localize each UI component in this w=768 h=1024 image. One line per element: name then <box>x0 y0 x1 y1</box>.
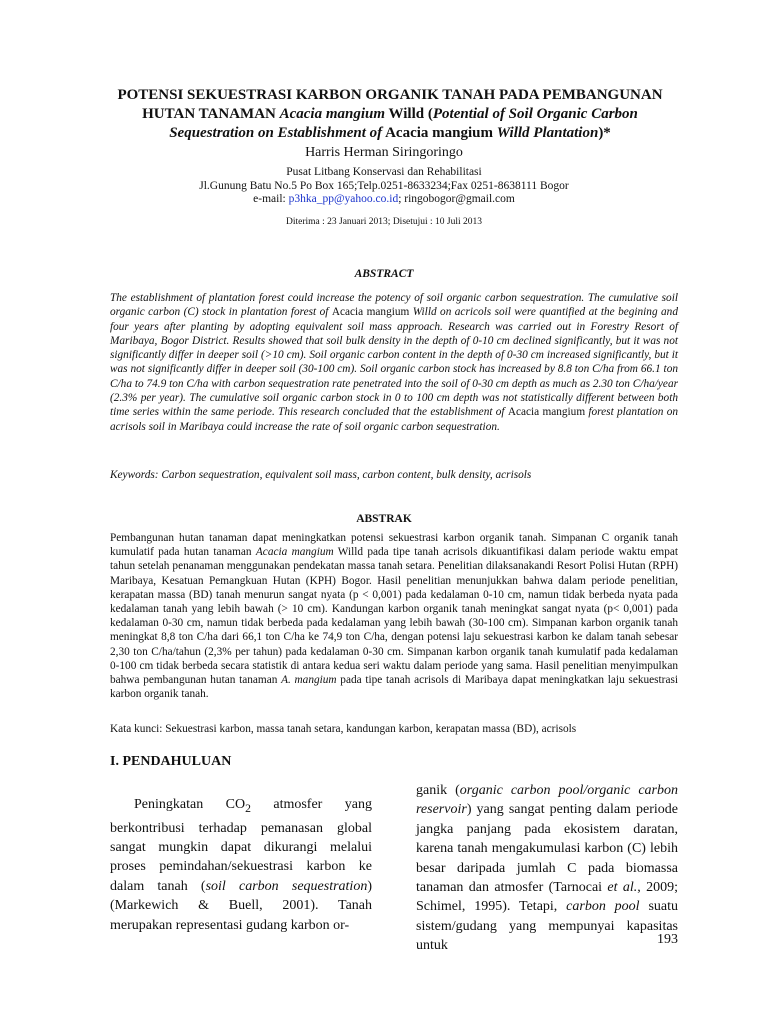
abstract-text-2: Willd on acricols soil were quantified at the begining and four years after planting by adopting equivalent soil mass approach. Research was carried out in Forestry Resort of Maribaya, Bogor District. Results showed that soil bulk density in the depth of 0-10 cm declined significantly, but it was not significantly differ in deeper soil (>10 cm). Soil organic carbon content in the depth of 0-30 cm increased significantly, but it was not significantly differ in deeper soil (30-100 cm). Soil organic carbon stock has increased by 8.8 ton C/ha from 66.1 ton C/ha to 74.9 ton C/ha with carbon sequestration rate penetrated into the soil of 0-30 cm depth as much as 2.30 ton C/ha/year (2.3% per year). The cumulative soil organic carbon stock in 0 to 100 cm depth was not statistically different between both time series within the same periode. This research concluded that the establishment of <box>110 306 678 419</box>
intro-left-text-2: atmosfer yang berkontribusi terhadap pemanasan global sangat mungkin dapat dikurangi melalui proses pemindahan/sekuestrasi karbon ke dalam tanah ( <box>110 797 372 894</box>
intro-right-italic-2: et al. <box>607 880 638 896</box>
intro-right-column <box>416 781 678 956</box>
institution: Pusat Litbang Konservasi dan Rehabilitasi <box>286 166 482 178</box>
abstract-text-1: The establishment of plantation forest could increase the potency of soil organic carbon sequestration. The cumulative soil organic carbon (C) stock in plantation forest of <box>110 292 678 319</box>
page-number: 193 <box>657 932 678 947</box>
title-english-1: Potential of Soil Organic Carbon Sequestration on Establishment of <box>169 106 638 141</box>
title-english-2: Willd Plantation <box>496 125 599 141</box>
received-accepted-dates: Diterima : 23 Januari 2013; Disetujui : 10 Juli 2013 <box>285 217 483 227</box>
intro-right-text-4: suatu sistem/gudang yang mempunyai kapasitas untuk <box>416 899 678 954</box>
intro-right-text-2: ) yang sangat penting dalam periode jangka panjang pada ekosistem daratan, karena tanah mengakumulasi karbon (C) lebih besar daripada jumlah C pada biomassa tanaman dan atmosfer (Tarnocai <box>416 802 678 896</box>
title-text: POTENSI SEKUESTRASI KARBON ORGANIK TANAH PADA PEMBANGUNAN HUTAN TANAMAN <box>117 87 663 122</box>
intro-left-italic: soil carbon sequestration <box>205 878 368 894</box>
abstract-species-2: Acacia mangium <box>507 406 586 419</box>
author-name: Harris Herman Siringoringo <box>305 145 463 160</box>
abstract-heading: ABSTRACT <box>354 268 414 280</box>
email-rest: ; ringobogor@gmail.com <box>398 193 515 205</box>
abstrak-body <box>110 531 678 701</box>
title-species: Acacia mangium <box>279 106 386 122</box>
abstrak-heading: ABSTRAK <box>356 513 412 525</box>
intro-right-italic-1: organic carbon pool/organic carbon reservoir <box>416 783 678 818</box>
abstract-body <box>110 291 678 434</box>
email-link[interactable]: p3hka_pp@yahoo.co.id <box>288 193 399 205</box>
abstrak-text-3: pada tipe tanah acrisols di Maribaya dapat meningkatkan laju sekuestrasi karbon organik tanah. <box>110 674 678 701</box>
intro-left-text-1: Peningkatan CO <box>134 797 246 813</box>
affiliation <box>0 166 768 207</box>
title-text-3: )* <box>598 125 611 141</box>
keywords: Keywords: Carbon sequestration, equivalent soil mass, carbon content, bulk density, acrisols <box>110 469 532 481</box>
abstract-species-1: Acacia mangium <box>331 306 410 319</box>
intro-left-column <box>110 752 372 935</box>
co2-subscript: 2 <box>245 802 251 816</box>
kata-kunci: Kata kunci: Sekuestrasi karbon, massa tanah setara, kandungan karbon, kerapatan massa (BD), acrisols <box>110 723 577 735</box>
title-species-2: Acacia mangium <box>382 125 497 141</box>
abstrak-species-1: Acacia mangium <box>255 546 334 559</box>
abstrak-text-1: Pembangunan hutan tanaman dapat meningkatkan potensi sekuestrasi karbon organik tanah. Simpanan C organik tanah kumulatif pada hutan tanaman <box>110 532 678 559</box>
intro-paragraph-right <box>416 781 678 956</box>
address: Jl.Gunung Batu No.5 Po Box 165;Telp.0251-8633234;Fax 0251-8638111 Bogor <box>199 179 569 192</box>
title-text-2: Willd ( <box>385 106 433 122</box>
section-heading: I. PENDAHULUAN <box>110 754 232 769</box>
abstrak-species-2: A. mangium <box>281 674 337 687</box>
email-label: e-mail: <box>253 193 289 205</box>
paper-title <box>100 86 680 143</box>
intro-right-text-3: , 2009; Schimel, 1995). Tetapi, <box>416 880 678 915</box>
abstract-text-3: forest plantation on acrisols soil in Maribaya could increase the rate of soil organic carbon sequestration. <box>110 406 678 433</box>
email-line <box>0 193 768 207</box>
intro-right-italic-3: carbon pool <box>566 899 640 915</box>
intro-right-text-1: ganik ( <box>416 783 460 798</box>
intro-paragraph-left <box>110 795 372 935</box>
intro-left-text-3: ) (Markewich & Buell, 2001). Tanah merupakan representasi gudang karbon or- <box>110 878 372 933</box>
abstrak-text-2: Willd pada tipe tanah acrisols dikuantifikasi dalam periode waktu empat tahun setelah penanaman menggunakan pendekatan massa tanah setara. Penelitian dilaksanakandi Resort Polisi Hutan (RPH) Maribaya, Kesatuan Pemangkuan Hutan (KPH) Bogor. Hasil penelitian menunjukkan bahwa dalam periode penelitian, kerapatan massa (BD) tanah menurun sangat nyata (p < 0,001) pada kedalaman 0-10 cm, namun tidak berbeda nyata pada kedalaman tanah yang lebih bawah (> 10 cm). Kandungan karbon organik tanah meningkat sangat nyata (p< 0,001) pada kedalaman 0-30 cm, namun tidak berbeda pada kedalaman yang lebih bawah (30-100 cm). Simpanan karbon organik tanah meningkat 8,8 ton C/ha dari 66,1 ton C/ha ke 74,9 ton C/ha, dengan potensi laju sekuestrasi karbon ke dalam tanah sebesar 2,30 ton C/ha/tahun (2,3% per tahun) pada kedalaman 0-30 cm. Simpanan karbon organik tanah kumulatif pada kedalaman 0-100 cm tidak berbeda secara statistik di antara kedua seri waktu dalam periode yang sama. Hasil penelitian menyimpulkan bahwa pembangunan hutan tanaman <box>110 546 678 687</box>
